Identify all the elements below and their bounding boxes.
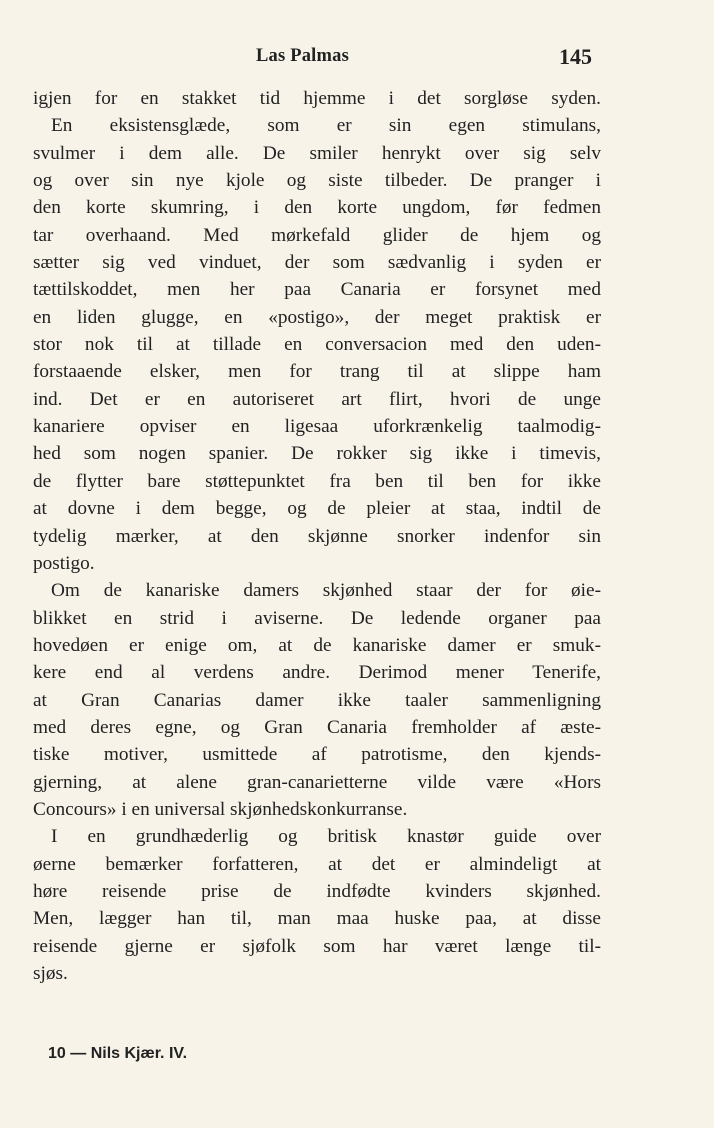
text-line: med deres egne, og Gran Canaria fremholder af æste-: [33, 716, 601, 738]
text-line: den korte skumring, i den korte ungdom, før fedmen: [33, 197, 601, 219]
body-text: [33, 85, 601, 987]
text-line: at Gran Canarias damer ikke taaler sammenligning: [33, 689, 601, 711]
text-line: Men, lægger han til, man maa huske paa, at disse: [33, 908, 601, 930]
text-line: de flytter bare støttepunktet fra ben til ben for ikke: [33, 470, 601, 492]
text-line: kere end al verdens andre. Derimod mener Tenerife,: [33, 662, 601, 684]
text-line: hovedøen er enige om, at de kanariske damer er smuk-: [33, 634, 601, 656]
text-line: Om de kanariske damers skjønhed staar der for øie-: [51, 580, 601, 602]
text-line: en liden glugge, en «postigo», der meget praktisk er: [33, 306, 601, 328]
page-header: [0, 44, 714, 74]
text-line: postigo.: [33, 552, 95, 574]
running-title: Las Palmas: [256, 46, 349, 66]
text-line: at dovne i dem begge, og de pleier at staa, indtil de: [33, 498, 601, 520]
text-line: gjerning, at alene gran-canarietterne vilde være «Hors: [33, 771, 601, 793]
text-line: igjen for en stakket tid hjemme i det sorgløse syden.: [33, 88, 601, 109]
text-line: forstaaende elsker, men for trang til at slippe ham: [33, 361, 601, 383]
text-line: stor nok til at tillade en conversacion med den uden-: [33, 334, 601, 356]
text-line: tydelig mærker, at den skjønne snorker indenfor sin: [33, 525, 601, 547]
text-line: ind. Det er en autoriseret art flirt, hvori de unge: [33, 388, 601, 410]
text-line: svulmer i dem alle. De smiler henrykt over sig selv: [33, 142, 601, 164]
text-line: sjøs.: [33, 963, 68, 984]
text-line: høre reisende prise de indfødte kvinders skjønhed.: [33, 880, 601, 902]
text-line: tar overhaand. Med mørkefald glider de hjem og: [33, 224, 601, 246]
text-line: tættilskoddet, men her paa Canaria er forsynet med: [33, 279, 601, 301]
text-line: øerne bemærker forfatteren, at det er almindeligt at: [33, 853, 601, 875]
text-line: reisende gjerne er sjøfolk som har været længe til-: [33, 935, 601, 957]
text-line: En eksistensglæde, som er sin egen stimulans,: [51, 115, 601, 137]
text-line: og over sin nye kjole og siste tilbeder. De pranger i: [33, 170, 601, 192]
text-line: sætter sig ved vinduet, der som sædvanlig i syden er: [33, 252, 601, 274]
text-line: Concours» i en universal skjønhedskonkurranse.: [33, 798, 408, 820]
text-line: I en grundhæderlig og britisk knastør guide over: [51, 826, 601, 848]
text-line: tiske motiver, usmittede af patrotisme, den kjends-: [33, 744, 601, 766]
text-line: hed som nogen spanier. De rokker sig ikke i timevis,: [33, 443, 601, 465]
text-line: kanariere opviser en ligesaa uforkrænkelig taalmodig-: [33, 416, 601, 438]
text-line: blikket en strid i aviserne. De ledende organer paa: [33, 607, 601, 629]
page-number: 145: [559, 44, 592, 69]
signature-mark: 10 — Nils Kjær. IV.: [48, 1045, 188, 1062]
